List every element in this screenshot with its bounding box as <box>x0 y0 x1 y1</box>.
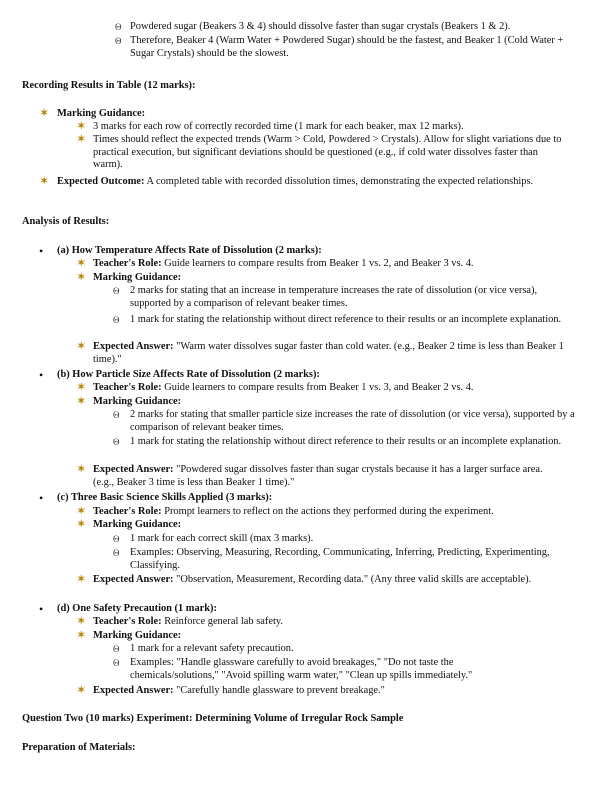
list-item: 2 marks for stating that smaller particle size increases the rate of dissolution (or vice versa), supported by a comparison of relevant beaker times. <box>130 409 575 433</box>
teacher-role <box>93 506 573 519</box>
star-bullet-icon: ✶ <box>77 506 86 517</box>
circle-bullet-icon: Θ <box>115 22 122 32</box>
circle-bullet-icon: Θ <box>113 644 120 654</box>
list-item: Therefore, Beaker 4 (Warm Water + Powdered Sugar) should be the fastest, and Beaker 1 (Cold Water + Sugar Crystals) should be the slowest. <box>130 35 564 59</box>
expected-outcome-text: A completed table with recorded dissolution times, demonstrating the expected relationships. <box>144 176 534 187</box>
teacher-role-label: Teacher's Role: <box>93 616 162 627</box>
dot-bullet-icon: • <box>39 368 44 382</box>
subsection-title: (a) How Temperature Affects Rate of Dissolution (2 marks): <box>57 245 322 256</box>
teacher-role-label: Teacher's Role: <box>93 382 162 393</box>
circle-bullet-icon: Θ <box>113 534 120 544</box>
expected-answer <box>93 685 573 698</box>
section-heading: Recording Results in Table (12 marks): <box>22 80 196 91</box>
teacher-role-text: Prompt learners to reflect on the actions they performed during the experiment. <box>161 506 494 517</box>
expected-answer-text: "Carefully handle glassware to prevent breakage." <box>173 685 385 696</box>
list-item: Powdered sugar (Beakers 3 & 4) should dissolve faster than sugar crystals (Beakers 1 & 2). <box>130 21 511 32</box>
star-bullet-icon: ✶ <box>77 134 86 145</box>
star-bullet-icon: ✶ <box>77 121 86 132</box>
star-bullet-icon: ✶ <box>77 258 86 269</box>
teacher-role-text: Guide learners to compare results from Beaker 1 vs. 3, and Beaker 2 vs. 4. <box>161 382 474 393</box>
expected-outcome-label: Expected Outcome: <box>57 176 145 187</box>
teacher-role-label: Teacher's Role: <box>93 506 162 517</box>
star-bullet-icon: ✶ <box>77 685 86 696</box>
question-heading: Question Two (10 marks) Experiment: Determining Volume of Irregular Rock Sample <box>22 713 404 724</box>
marking-guidance-label: Marking Guidance: <box>93 396 182 407</box>
teacher-role-label: Teacher's Role: <box>93 258 162 269</box>
star-bullet-icon: ✶ <box>77 382 86 393</box>
list-item: 1 mark for stating the relationship without direct reference to their results or an incomplete explanation. <box>130 314 562 325</box>
expected-answer-label: Expected Answer: <box>93 574 174 585</box>
dot-bullet-icon: • <box>39 244 44 258</box>
list-item: Examples: Observing, Measuring, Recording, Communicating, Inferring, Predicting, Experimenting, Classifying. <box>130 547 550 571</box>
list-item: Times should reflect the expected trends (Warm > Cold, Powdered > Crystals). Allow for slight variations due to practical execution, but significant deviations should be questioned (e.g., if cold water dissolves faster than warm). <box>93 134 562 171</box>
dot-bullet-icon: • <box>39 491 44 505</box>
list-item: 1 mark for stating the relationship without direct reference to their results or an incomplete explanation. <box>130 436 562 447</box>
expected-answer <box>93 574 558 587</box>
teacher-role-text: Guide learners to compare results from Beaker 1 vs. 2, and Beaker 3 vs. 4. <box>161 258 474 269</box>
section-heading: Analysis of Results: <box>22 216 110 227</box>
star-bullet-icon: ✶ <box>40 176 49 187</box>
marking-guidance-label: Marking Guidance: <box>93 272 182 283</box>
expected-answer <box>93 341 578 366</box>
circle-bullet-icon: Θ <box>113 410 120 420</box>
star-bullet-icon: ✶ <box>77 464 86 475</box>
circle-bullet-icon: Θ <box>115 36 122 46</box>
star-bullet-icon: ✶ <box>77 574 86 585</box>
marking-guidance-label: Marking Guidance: <box>93 519 182 530</box>
subsection-title: (d) One Safety Precaution (1 mark): <box>57 603 217 614</box>
star-bullet-icon: ✶ <box>40 108 49 119</box>
circle-bullet-icon: Θ <box>113 286 120 296</box>
dot-bullet-icon: • <box>39 602 44 616</box>
expected-answer-label: Expected Answer: <box>93 464 174 475</box>
expected-answer-text: "Powdered sugar dissolves faster than sugar crystals because it has a larger surface area. (e.g., Beaker 3 time is less than Beaker 1 time)." <box>93 464 543 488</box>
circle-bullet-icon: Θ <box>113 315 120 325</box>
teacher-role <box>93 382 568 395</box>
expected-outcome <box>57 176 567 189</box>
star-bullet-icon: ✶ <box>77 616 86 627</box>
marking-guidance-label: Marking Guidance: <box>93 630 182 641</box>
star-bullet-icon: ✶ <box>77 630 86 641</box>
star-bullet-icon: ✶ <box>77 341 86 352</box>
expected-answer <box>93 464 553 489</box>
teacher-role-text: Reinforce general lab safety. <box>161 616 283 627</box>
list-item: 1 mark for a relevant safety precaution. <box>130 643 294 654</box>
teacher-role <box>93 258 568 271</box>
marking-guidance-label: Marking Guidance: <box>57 108 146 119</box>
star-bullet-icon: ✶ <box>77 519 86 530</box>
circle-bullet-icon: Θ <box>113 548 120 558</box>
subsection-title: (c) Three Basic Science Skills Applied (3 marks): <box>57 492 273 503</box>
expected-answer-label: Expected Answer: <box>93 685 174 696</box>
star-bullet-icon: ✶ <box>77 396 86 407</box>
list-item: 3 marks for each row of correctly recorded time (1 mark for each beaker, max 12 marks). <box>93 121 464 132</box>
circle-bullet-icon: Θ <box>113 658 120 668</box>
subsection-title: (b) How Particle Size Affects Rate of Dissolution (2 marks): <box>57 369 320 380</box>
section-heading: Preparation of Materials: <box>22 742 136 753</box>
list-item: 1 mark for each correct skill (max 3 marks). <box>130 533 314 544</box>
teacher-role <box>93 616 573 629</box>
list-item: Examples: "Handle glassware carefully to avoid breakages," "Do not taste the chemicals/solutions," "Avoid spilling warm water," "Clean up spills immediately." <box>130 657 473 681</box>
expected-answer-text: "Observation, Measurement, Recording data." (Any three valid skills are acceptable). <box>173 574 532 585</box>
star-bullet-icon: ✶ <box>77 272 86 283</box>
expected-answer-text: "Warm water dissolves sugar faster than cold water. (e.g., Beaker 2 time is less than Beaker 1 time)." <box>93 341 564 365</box>
expected-answer-label: Expected Answer: <box>93 341 174 352</box>
circle-bullet-icon: Θ <box>113 437 120 447</box>
list-item: 2 marks for stating that an increase in temperature increases the rate of dissolution (or vice versa), supported by a comparison of relevant beaker times. <box>130 285 538 309</box>
